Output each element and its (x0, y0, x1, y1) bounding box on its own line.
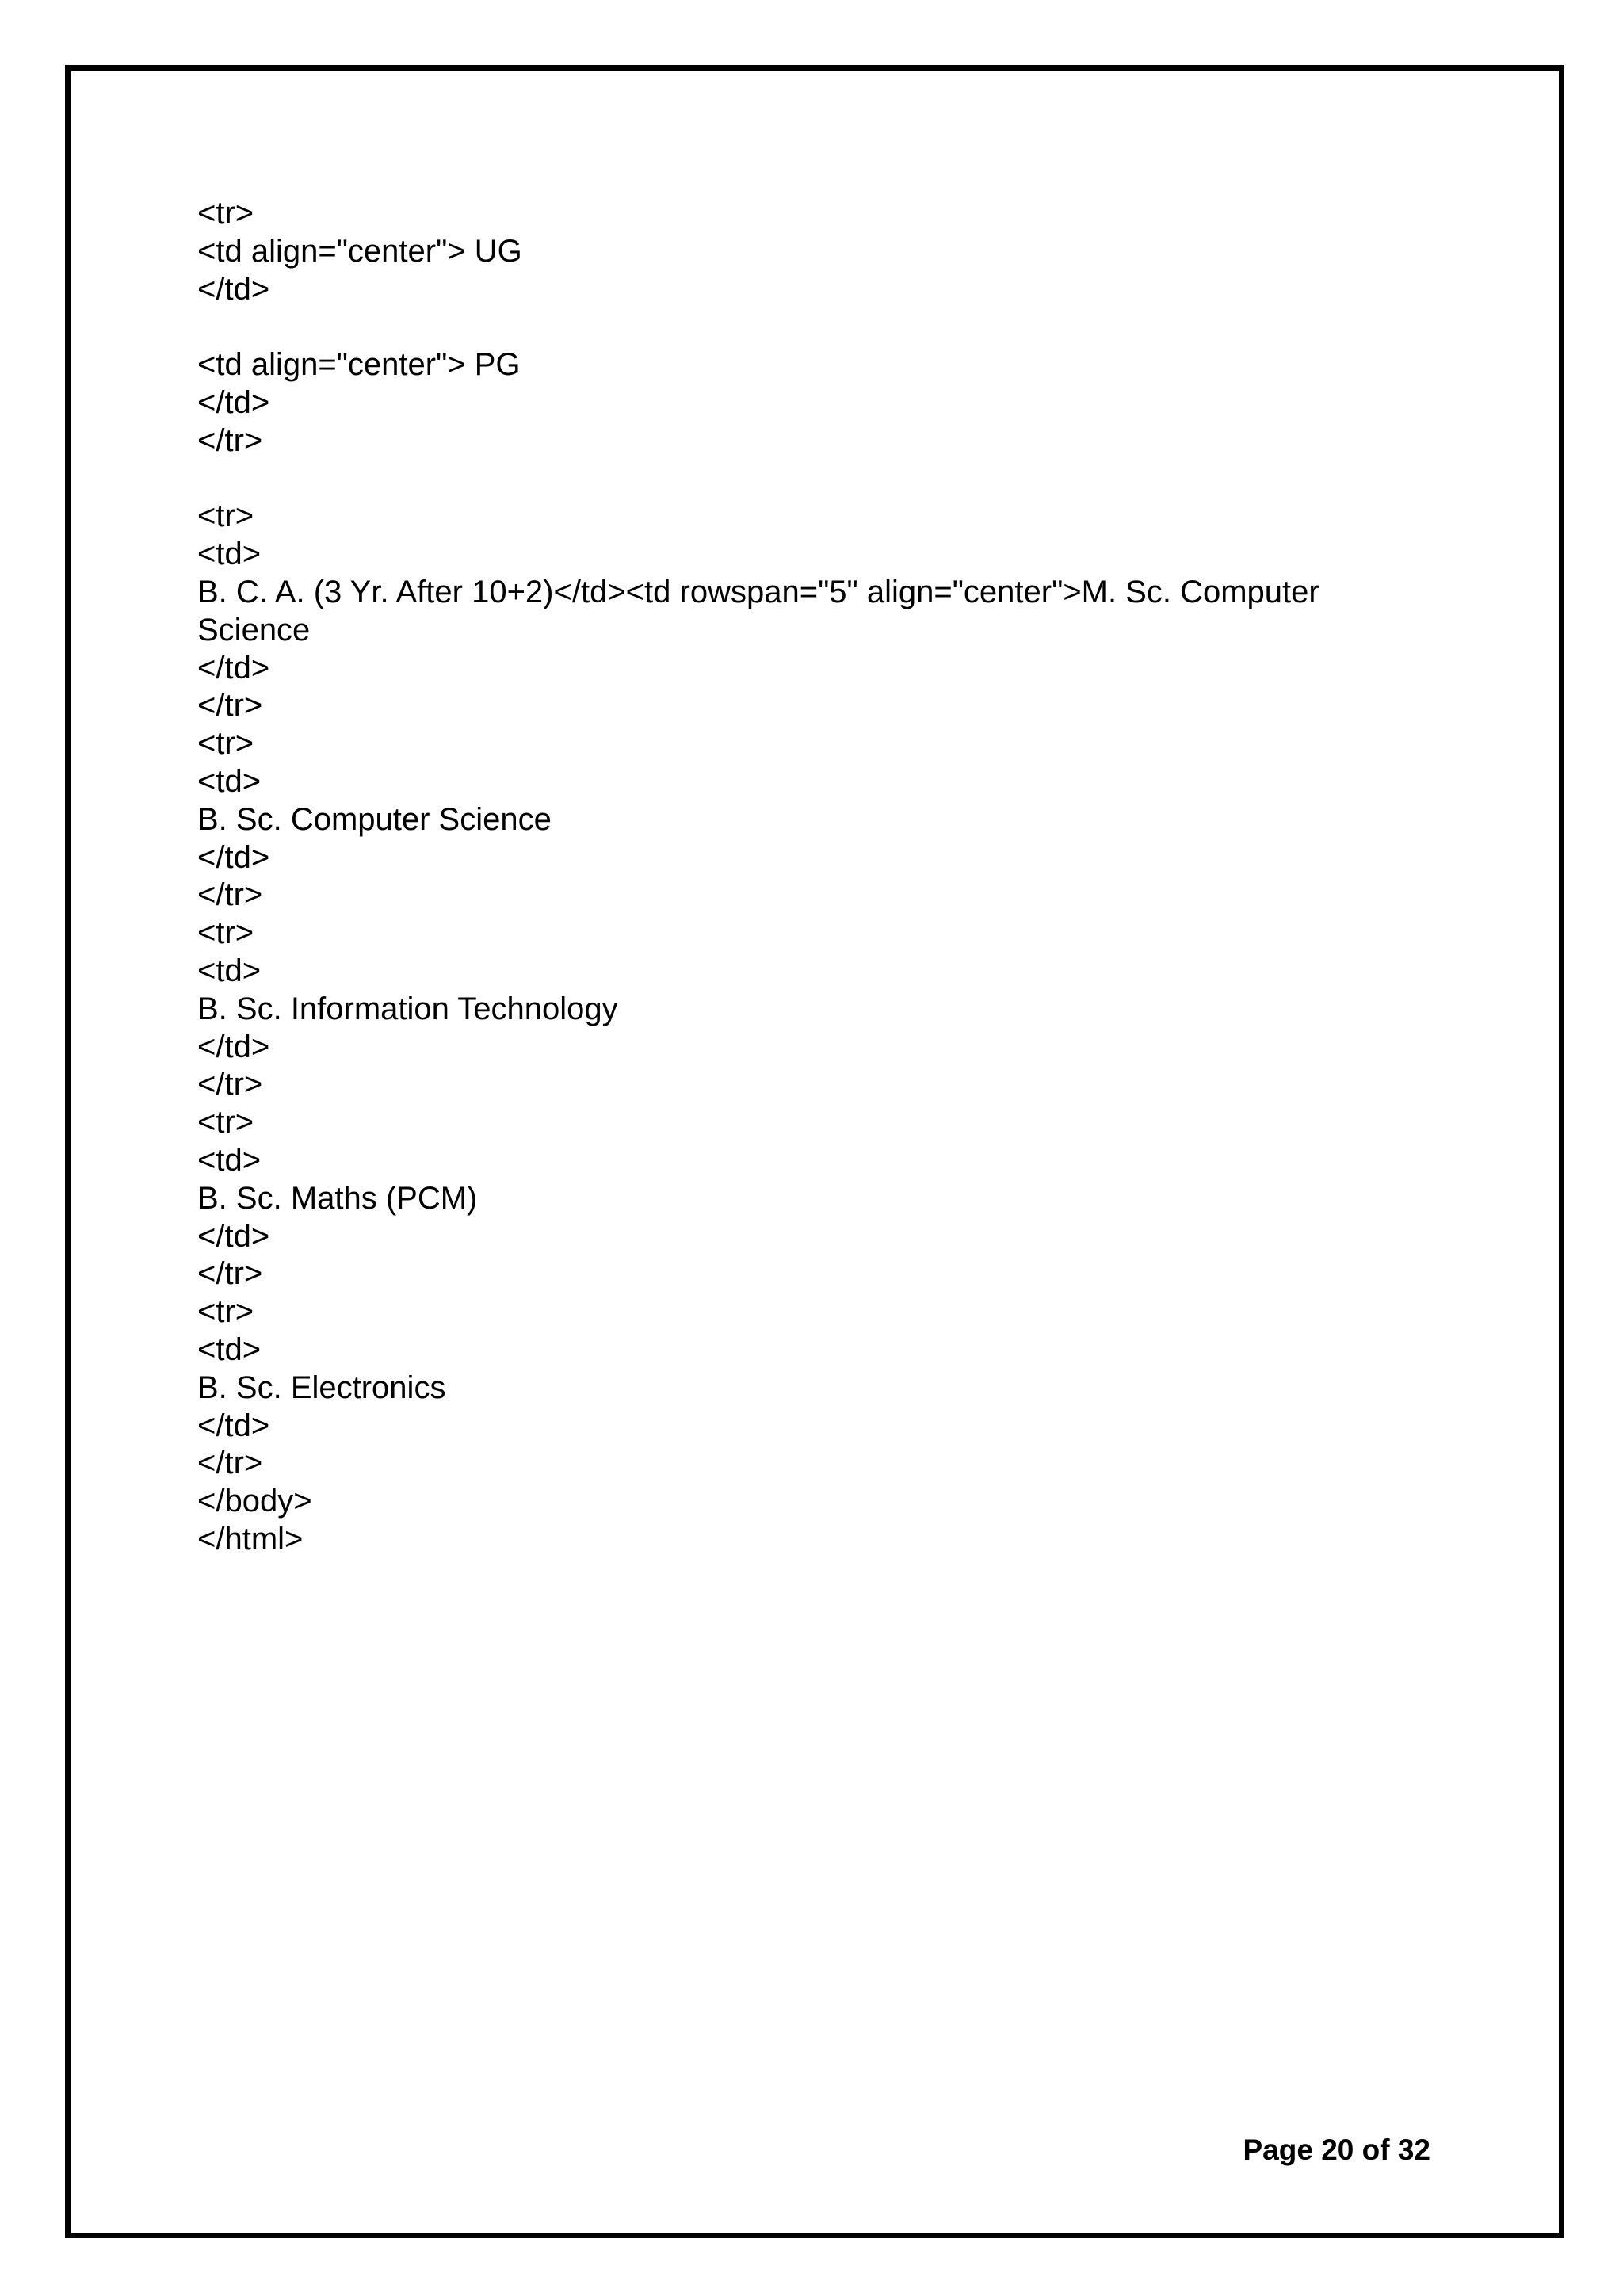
code-line: </tr> (197, 877, 263, 913)
code-line: </td> (197, 1218, 270, 1254)
blank-line (197, 308, 1402, 346)
code-line: <td align="center"> PG (197, 347, 521, 383)
code-line: </td> (197, 839, 270, 875)
code-line: <tr> (197, 1294, 254, 1330)
blank-line (197, 460, 1402, 499)
code-line: </td> (197, 650, 270, 686)
code-line: B. Sc. Information Technology (197, 991, 618, 1026)
code-line: <td> (197, 1142, 262, 1178)
code-line: <td> (197, 1331, 262, 1367)
code-line: </tr> (197, 1446, 263, 1481)
code-line: </html> (197, 1521, 304, 1557)
code-line: </tr> (197, 422, 263, 458)
code-line: </tr> (197, 1256, 263, 1292)
code-line: Science (197, 612, 311, 648)
code-line: B. C. A. (3 Yr. After 10+2)</td><td rowspan="5" align="center">M. Sc. Computer (197, 574, 1319, 609)
code-line: <td align="center"> UG (197, 233, 522, 269)
code-line: </td> (197, 1029, 270, 1064)
code-line: <tr> (197, 915, 254, 951)
code-line: <tr> (197, 499, 254, 534)
code-line: B. Sc. Computer Science (197, 801, 552, 837)
code-line: <tr> (197, 1105, 254, 1140)
code-line: </tr> (197, 1067, 263, 1102)
code-line: <tr> (197, 726, 254, 762)
code-line: <td> (197, 763, 262, 799)
code-line: B. Sc. Maths (PCM) (197, 1180, 478, 1216)
code-line: </td> (197, 1408, 270, 1443)
code-line: </td> (197, 384, 270, 420)
code-line: <td> (197, 953, 262, 988)
page-number: Page 20 of 32 (1243, 2134, 1430, 2166)
code-line: </td> (197, 271, 270, 307)
code-line: </tr> (197, 688, 263, 724)
code-line: B. Sc. Electronics (197, 1370, 446, 1405)
code-line: <tr> (197, 196, 254, 231)
code-line: </body> (197, 1484, 312, 1519)
code-listing (197, 195, 1402, 1559)
code-line: <td> (197, 537, 262, 572)
